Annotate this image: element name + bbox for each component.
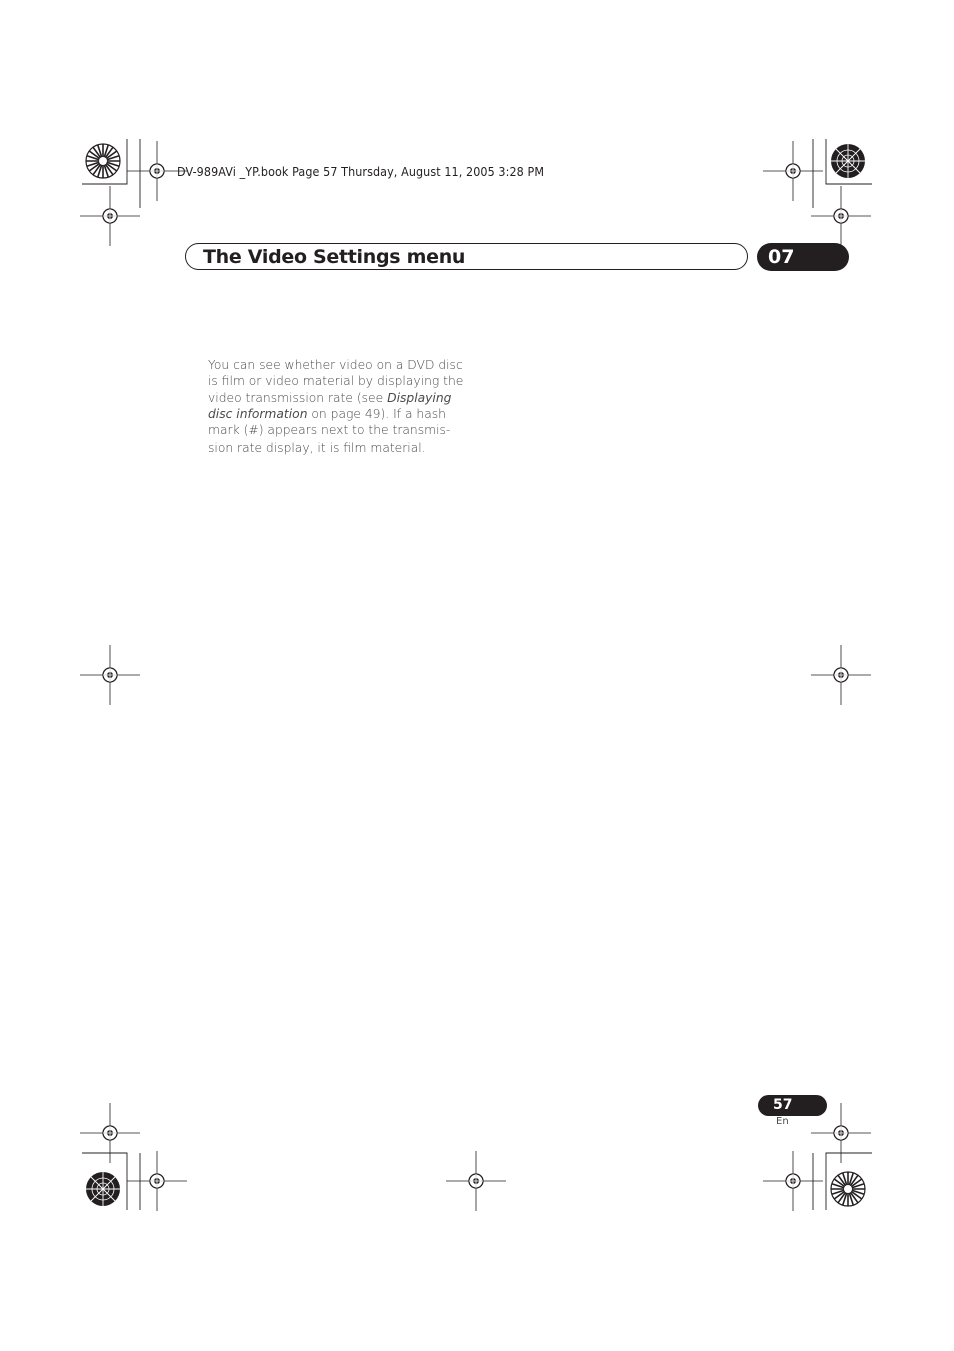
page-number-tab bbox=[758, 1095, 827, 1116]
body-line: video transmission rate (see Displaying bbox=[208, 390, 452, 405]
chapter-number-tab bbox=[757, 243, 849, 271]
body-line: is film or video material by displaying the bbox=[208, 374, 464, 389]
body-line: disc information on page 49). If a hash bbox=[208, 406, 446, 421]
body-paragraph bbox=[208, 357, 464, 457]
chapter-number: 07 bbox=[768, 246, 795, 268]
book-file-info: DV-989AVi _YP.book Page 57 Thursday, August 11, 2005 3:28 PM bbox=[177, 165, 545, 179]
chapter-title-bar bbox=[185, 243, 748, 270]
cross-reference-link: disc information bbox=[208, 406, 308, 421]
page-language: En bbox=[776, 1116, 789, 1127]
body-line: You can see whether video on a DVD disc bbox=[208, 358, 463, 372]
page-title: The Video Settings menu bbox=[203, 246, 466, 268]
body-line: mark (#) appears next to the transmis- bbox=[208, 423, 451, 438]
page-number: 57 bbox=[773, 1097, 793, 1113]
body-line: sion rate display, it is film material. bbox=[208, 441, 426, 456]
cross-reference-link: Displaying bbox=[387, 390, 452, 405]
